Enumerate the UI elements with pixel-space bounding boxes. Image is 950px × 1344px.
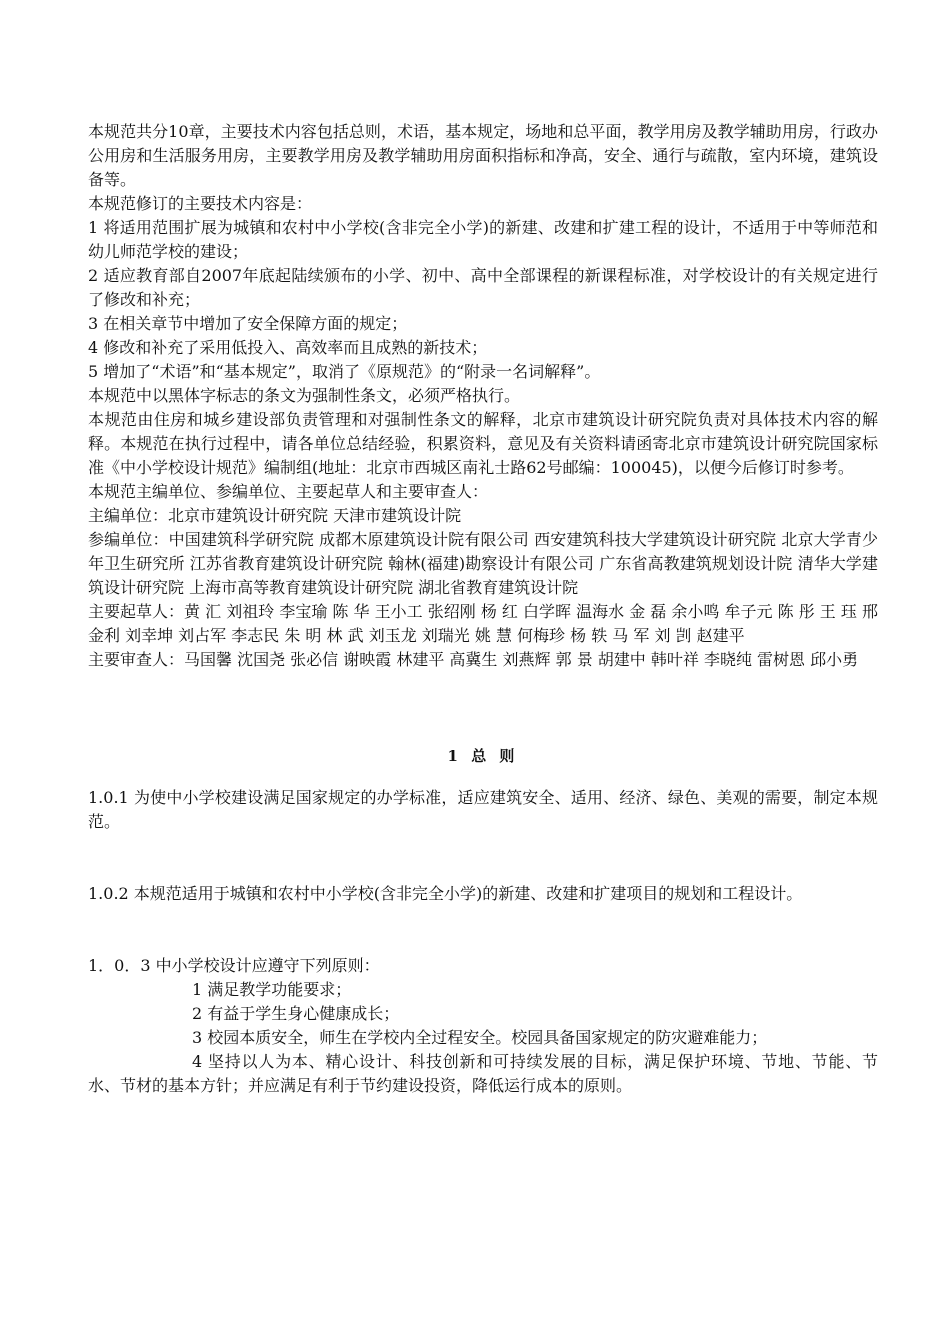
drafters-list: 主要起草人：黄 汇 刘祖玲 李宝瑜 陈 华 王小工 张绍刚 杨 红 白学晖 温海水 金 磊 余小鸣 牟子元 陈 彤 王 珏 邢金利 刘幸坤 刘占军 李志民 朱 明 林 武 刘玉龙 刘瑞光 姚 慧 何梅珍 杨 轶 马 军 刘 剀 赵建平: [88, 602, 878, 645]
revision-item-1: 1 将适用范围扩展为城镇和农村中小学校(含非完全小学)的新建、改建和扩建工程的设计，不适用于中等师范和幼儿师范学校的建设；: [88, 218, 878, 261]
revision-item-4: 4 修改和补充了采用低投入、高效率而且成熟的新技术；: [88, 338, 488, 357]
management-paragraph: 本规范由住房和城乡建设部负责管理和对强制性条文的解释，北京市建筑设计研究院负责对具体技术内容的解释。本规范在执行过程中，请各单位总结经验，积累资料，意见及有关资料请函寄北京市建筑设计研究院国家标准《中小学校设计规范》编制组(地址：北京市西城区南礼士路62号邮编：100045)，以便今后修订时参考。: [88, 410, 878, 477]
section-spacer: [88, 672, 878, 744]
contributors-intro: 本规范主编单位、参编单位、主要起草人和主要审查人：: [88, 482, 489, 501]
reviewers-list: 主要审查人：马国馨 沈国尧 张必信 谢映霞 林建平 高冀生 刘燕辉 郭 景 胡建中 韩叶祥 李晓纯 雷树恩 邱小勇: [88, 650, 859, 669]
principle-2: 2 有益于学生身心健康成长；: [192, 1004, 400, 1023]
revision-item-5: 5 增加了“术语”和“基本规定”，取消了《原规范》的“附录一名词解释”。: [88, 362, 601, 381]
title-spacer: [88, 768, 878, 786]
clause-spacer-2: [88, 906, 878, 954]
preface-revision-intro: 本规范修订的主要技术内容是：: [88, 194, 313, 213]
clause-1-0-3: 1．0．3 中小学校设计应遵守下列原则：: [88, 956, 380, 975]
clause-1-0-2: 1.0.2 本规范适用于城镇和农村中小学校(含非完全小学)的新建、改建和扩建项目的规划和工程设计。: [88, 884, 803, 903]
participating-units: 参编单位：中国建筑科学研究院 成都木原建筑设计院有限公司 西安建筑科技大学建筑设计研究院 北京大学青少年卫生研究所 江苏省教育建筑设计研究院 翰林(福建)勘察设计有限公司 广东省高教建筑规划设计院 清华大学建筑设计研究院 上海市高等教育建筑设计研究院 湖北省教育建筑设计院: [88, 530, 878, 597]
principle-1: 1 满足教学功能要求；: [192, 980, 352, 999]
chief-units: 主编单位：北京市建筑设计研究院 天津市建筑设计院: [88, 506, 462, 525]
revision-item-2: 2 适应教育部自2007年底起陆续颁布的小学、初中、高中全部课程的新课程标准，对学校设计的有关规定进行了修改和补充；: [88, 266, 878, 309]
preface-scope-paragraph: 本规范共分10章，主要技术内容包括总则，术语，基本规定，场地和总平面，教学用房及教学辅助用房，行政办公用房和生活服务用房，主要教学用房及教学辅助用房面积指标和净高，安全、通行与疏散，室内环境，建筑设备等。: [88, 122, 878, 189]
revision-item-3: 3 在相关章节中增加了安全保障方面的规定；: [88, 314, 408, 333]
principle-3: 3 校园本质安全，师生在学校内全过程安全。校园具备国家规定的防灾避难能力；: [192, 1028, 768, 1047]
clause-spacer-1: [88, 834, 878, 882]
clause-1-0-1: 1.0.1 为使中小学校建设满足国家规定的办学标准，适应建筑安全、适用、经济、绿色、美观的需要，制定本规范。: [88, 788, 878, 831]
principle-4: 4 坚持以人为本、精心设计、科技创新和可持续发展的目标，满足保护环境、节地、节能、节水、节材的基本方针；并应满足有利于节约建设投资，降低运行成本的原则。: [88, 1052, 878, 1095]
chapter-title: 1 总 则: [447, 747, 519, 765]
document-page: [88, 120, 878, 1098]
mandatory-clause-note: 本规范中以黑体字标志的条文为强制性条文，必须严格执行。: [88, 386, 521, 405]
